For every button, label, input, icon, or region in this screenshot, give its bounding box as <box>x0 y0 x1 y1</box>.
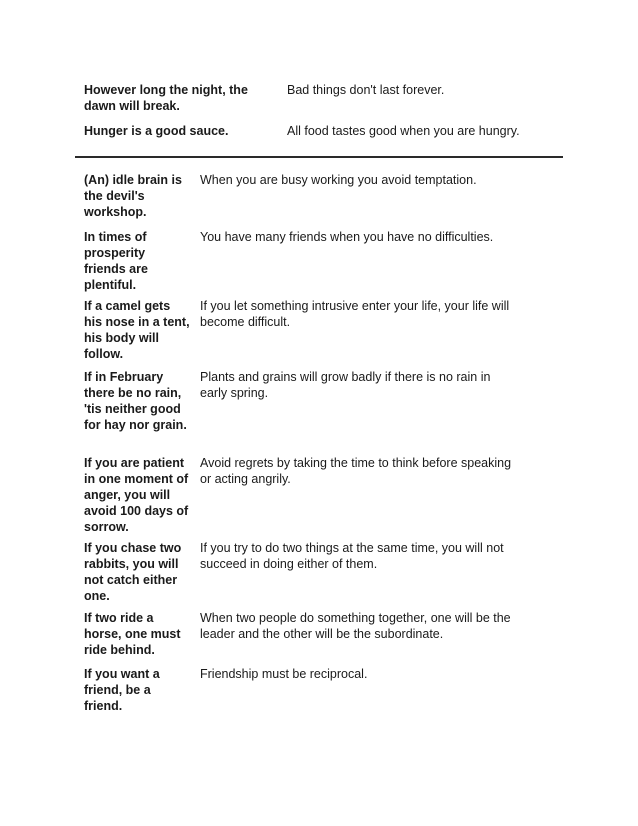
proverb-text: If you are patient in one moment of anger, you will avoid 100 days of sorrow. <box>84 456 189 534</box>
meaning-text: Plants and grains will grow badly if there is no rain in early spring. <box>200 370 491 400</box>
meaning-text: Bad things don't last forever. <box>287 83 445 97</box>
proverb-text: Hunger is a good sauce. <box>84 124 229 138</box>
meaning-text: When two people do something together, one will be the leader and the other will be the subordinate. <box>200 611 511 641</box>
meaning-text: Friendship must be reciprocal. <box>200 667 368 681</box>
section-divider <box>75 156 563 158</box>
proverb-text: If a camel gets his nose in a tent, his body will follow. <box>84 299 190 361</box>
proverb-text: If you want a friend, be a friend. <box>84 667 160 713</box>
meaning-text: If you try to do two things at the same time, you will not succeed in doing either of them. <box>200 541 504 571</box>
proverb-text: However long the night, the dawn will break. <box>84 83 248 113</box>
meaning-text: When you are busy working you avoid temptation. <box>200 173 477 187</box>
meaning-text: You have many friends when you have no difficulties. <box>200 230 494 244</box>
proverb-text: If two ride a horse, one must ride behind. <box>84 611 181 657</box>
meaning-text: If you let something intrusive enter your life, your life will become difficult. <box>200 299 510 329</box>
meaning-text: Avoid regrets by taking the time to think before speaking or acting angrily. <box>200 456 512 486</box>
proverb-text: In times of prosperity friends are plentiful. <box>84 230 148 292</box>
meaning-text: All food tastes good when you are hungry. <box>287 124 520 138</box>
proverb-text: (An) idle brain is the devil's workshop. <box>84 173 182 219</box>
proverb-text: If you chase two rabbits, you will not catch either one. <box>84 541 182 603</box>
proverb-text: If in February there be no rain, 'tis neither good for hay nor grain. <box>84 370 187 432</box>
